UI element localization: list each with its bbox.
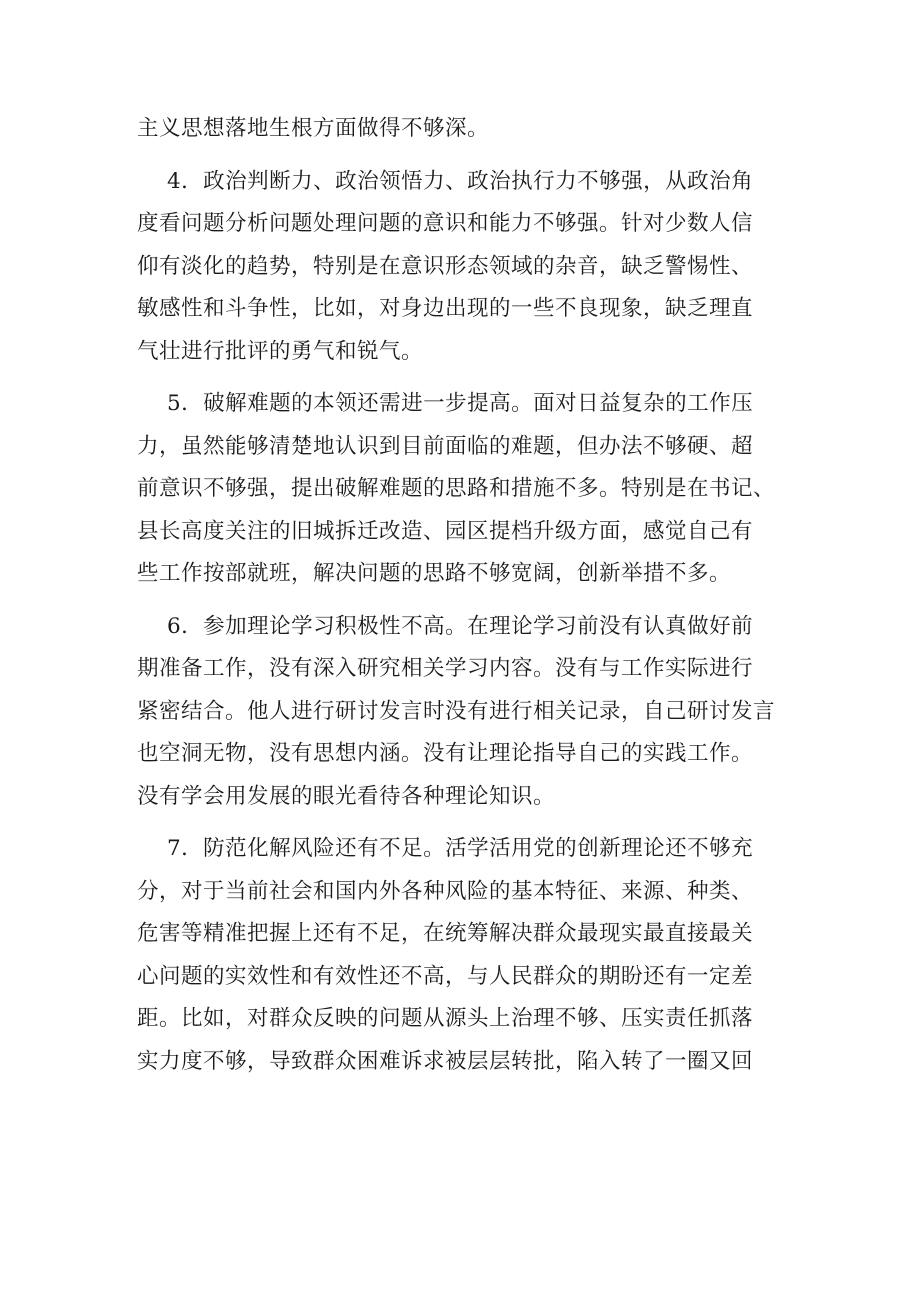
text-line: 4．政治判断力、政治领悟力、政治执行力不够强，从政治角 [167,168,754,194]
text-line: 紧密结合。他人进行研讨发言时没有进行相关记录，自己研讨发言 [137,698,776,724]
text-line: 没有学会用发展的眼光看待各种理论知识。 [137,783,556,809]
text-line: 心问题的实效性和有效性还不高，与人民群众的期盼还有一定差 [137,963,754,989]
text-line: 危害等精准把握上还有不足，在统筹解决群众最现实最直接最关 [137,921,754,946]
text-line: 些工作按部就班，解决问题的思路不够宽阔，创新举措不多。 [137,561,732,586]
paragraph-item-5 [137,383,793,596]
text-line: 7．防范化解风险还有不足。活学活用党的创新理论还不够充 [167,836,754,861]
text-line: 仰有淡化的趋势，特别是在意识形态领域的杂音，缺乏警惕性、 [137,253,754,279]
text-line: 力，虽然能够清楚地认识到目前面临的难题，但办法不够硬、超 [137,433,754,459]
text-line: 敏感性和斗争性，比如，对身边出现的一些不良现象，缺乏理直 [137,296,754,321]
paragraph-continuation [137,108,793,151]
text-line: 实力度不够，导致群众困难诉求被层层转批，陷入转了一圈又回 [137,1048,754,1074]
text-line: 县长高度关注的旧城拆迁改造、园区提档升级方面，感觉自己有 [137,518,754,544]
text-line: 度看问题分析问题处理问题的意识和能力不够强。针对少数人信 [137,211,754,236]
text-line: 6．参加理论学习积极性不高。在理论学习前没有认真做好前 [167,613,754,639]
text-line: 期准备工作，没有深入研究相关学习内容。没有与工作实际进行 [137,656,754,681]
text-line: 分，对于当前社会和国内外各种风险的基本特征、来源、种类、 [137,878,754,904]
paragraph-item-6 [137,606,793,819]
paragraph-item-4 [137,161,793,374]
text-line: 主义思想落地生根方面做得不够深。 [137,116,490,141]
paragraph-item-7 [137,828,793,1083]
text-line: 距。比如，对群众反映的问题从源头上治理不够、压实责任抓落 [137,1006,754,1031]
text-line: 也空洞无物，没有思想内涵。没有让理论指导自己的实践工作。 [137,741,754,766]
text-line: 前意识不够强，提出破解难题的思路和措施不多。特别是在书记、 [137,476,776,501]
document-body [137,108,793,1083]
text-line: 气壮进行批评的勇气和锐气。 [137,338,424,364]
text-line: 5．破解难题的本领还需进一步提高。面对日益复杂的工作压 [167,391,754,416]
